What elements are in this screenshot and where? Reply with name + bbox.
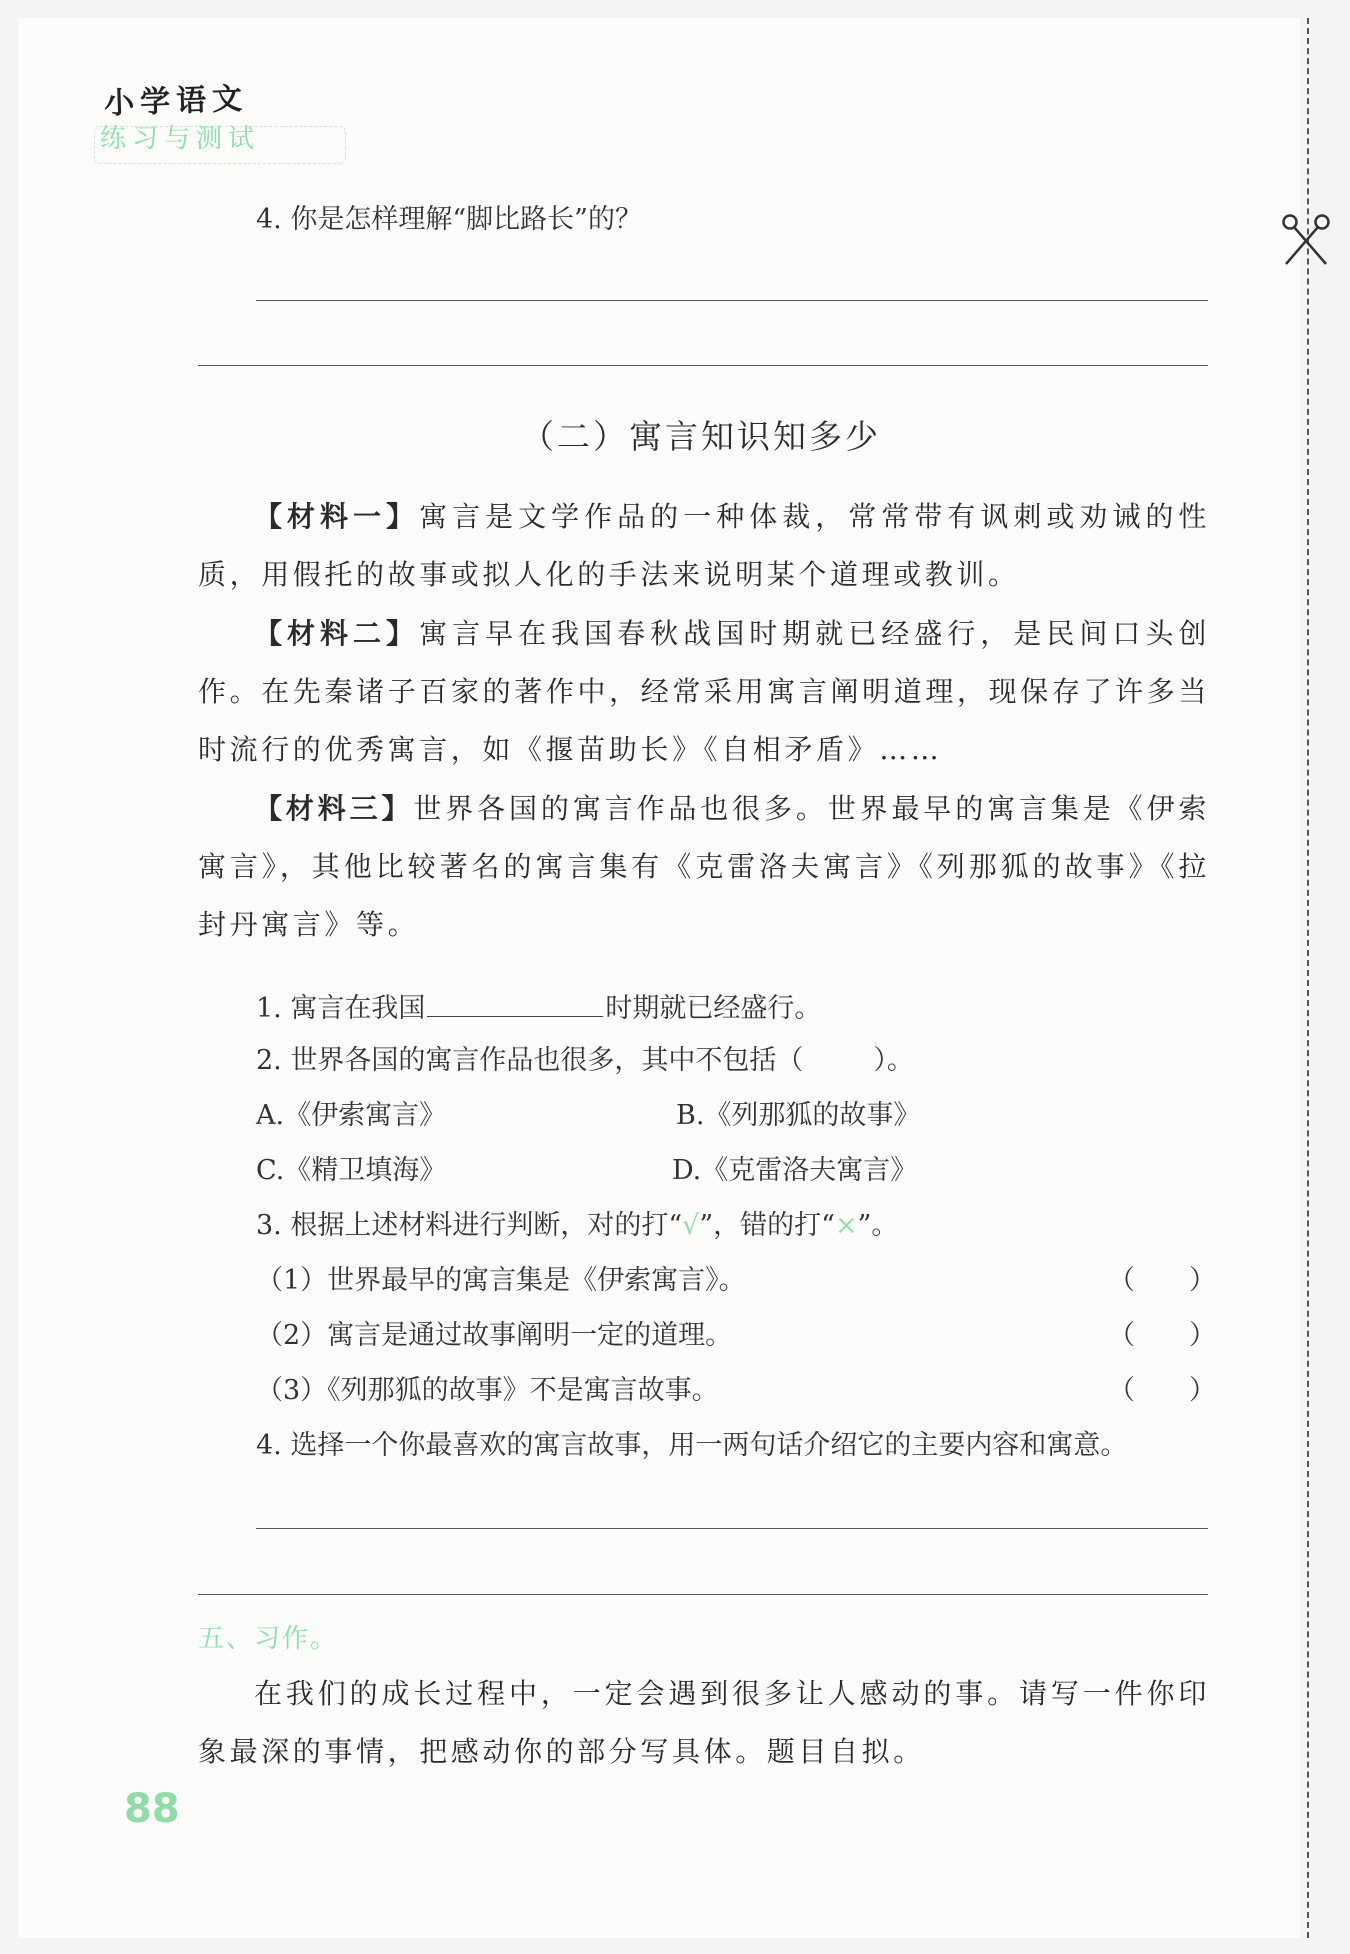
answer-line[interactable] bbox=[198, 1594, 1208, 1595]
judge-item-2: （2）寓言是通过故事阐明一定的道理。 bbox=[256, 1320, 733, 1351]
question-3-text-end: ”。 bbox=[857, 1210, 899, 1241]
question-4-top: 4. 你是怎样理解“脚比路长”的？ bbox=[256, 204, 642, 235]
judge-answer-3[interactable]: （ ） bbox=[1108, 1375, 1216, 1406]
judge-answer-1[interactable]: （ ） bbox=[1108, 1265, 1216, 1296]
answer-line[interactable] bbox=[256, 1528, 1208, 1529]
material-one-text: 寓言是文学作品的一种体裁，常常带有讽刺或劝诫的性质，用假托的故事或拟人化的手法来说明某个道理或教训。 bbox=[198, 500, 1210, 591]
option-b: B.《列那狐的故事》 bbox=[676, 1100, 921, 1131]
question-1-text: 1. 寓言在我国 bbox=[256, 993, 426, 1024]
page-number: 88 bbox=[124, 1786, 180, 1832]
material-one-tag: 【材料一】 bbox=[254, 500, 420, 533]
book-title: 小学语文 bbox=[103, 81, 249, 122]
cut-line bbox=[1307, 18, 1309, 1938]
fill-blank[interactable] bbox=[427, 988, 603, 1017]
material-three bbox=[198, 780, 1210, 954]
judge-item-1: （1）世界最早的寓言集是《伊索寓言》。 bbox=[256, 1265, 746, 1296]
essay-prompt: 在我们的成长过程中，一定会遇到很多让人感动的事。请写一件你印象最深的事情，把感动你的部分写具体。题目自拟。 bbox=[198, 1677, 1210, 1768]
question-2-text: 2. 世界各国的寓言作品也很多，其中不包括（ bbox=[256, 1045, 804, 1076]
question-4: 4. 选择一个你最喜欢的寓言故事，用一两句话介绍它的主要内容和寓意。 bbox=[256, 1430, 1128, 1461]
question-3 bbox=[256, 1208, 898, 1244]
cross-mark-icon: × bbox=[834, 1210, 858, 1241]
material-two bbox=[198, 605, 1210, 779]
material-one bbox=[198, 488, 1210, 604]
answer-line[interactable] bbox=[198, 365, 1208, 366]
section-title: （二）寓言知识知多少 bbox=[521, 417, 881, 456]
check-mark-icon: √ bbox=[682, 1210, 700, 1241]
judge-item-3: （3）《列那狐的故事》不是寓言故事。 bbox=[256, 1375, 719, 1406]
option-d: D.《克雷洛夫寓言》 bbox=[672, 1155, 918, 1186]
option-a: A.《伊索寓言》 bbox=[256, 1100, 447, 1131]
essay-heading: 五、习作。 bbox=[198, 1624, 339, 1654]
question-2-text-end: ）。 bbox=[873, 1045, 914, 1076]
judge-answer-2[interactable]: （ ） bbox=[1108, 1320, 1216, 1351]
material-three-text: 世界各国的寓言作品也很多。世界最早的寓言集是《伊索寓言》，其他比较著名的寓言集有《克雷洛夫寓言》《列那狐的故事》《拉封丹寓言》等。 bbox=[198, 792, 1210, 941]
material-three-tag: 【材料三】 bbox=[254, 792, 414, 825]
answer-line[interactable] bbox=[256, 300, 1208, 301]
question-1 bbox=[256, 988, 821, 1027]
material-two-tag: 【材料二】 bbox=[254, 617, 420, 650]
question-1-text-end: 时期就已经盛行。 bbox=[605, 993, 822, 1024]
question-2 bbox=[256, 1043, 914, 1079]
option-c: C.《精卫填海》 bbox=[256, 1155, 447, 1186]
material-two-text: 寓言早在我国春秋战国时期就已经盛行，是民间口头创作。在先秦诸子百家的著作中，经常采用寓言阐明道理，现保存了许多当时流行的优秀寓言，如《揠苗助长》《自相矛盾》…… bbox=[198, 617, 1210, 766]
question-3-text-mid: ”，错的打“ bbox=[699, 1210, 835, 1241]
question-3-text: 3. 根据上述材料进行判断，对的打“ bbox=[256, 1210, 683, 1241]
scissors-icon bbox=[1280, 212, 1332, 268]
book-subtitle: 练习与测试 bbox=[100, 124, 261, 154]
